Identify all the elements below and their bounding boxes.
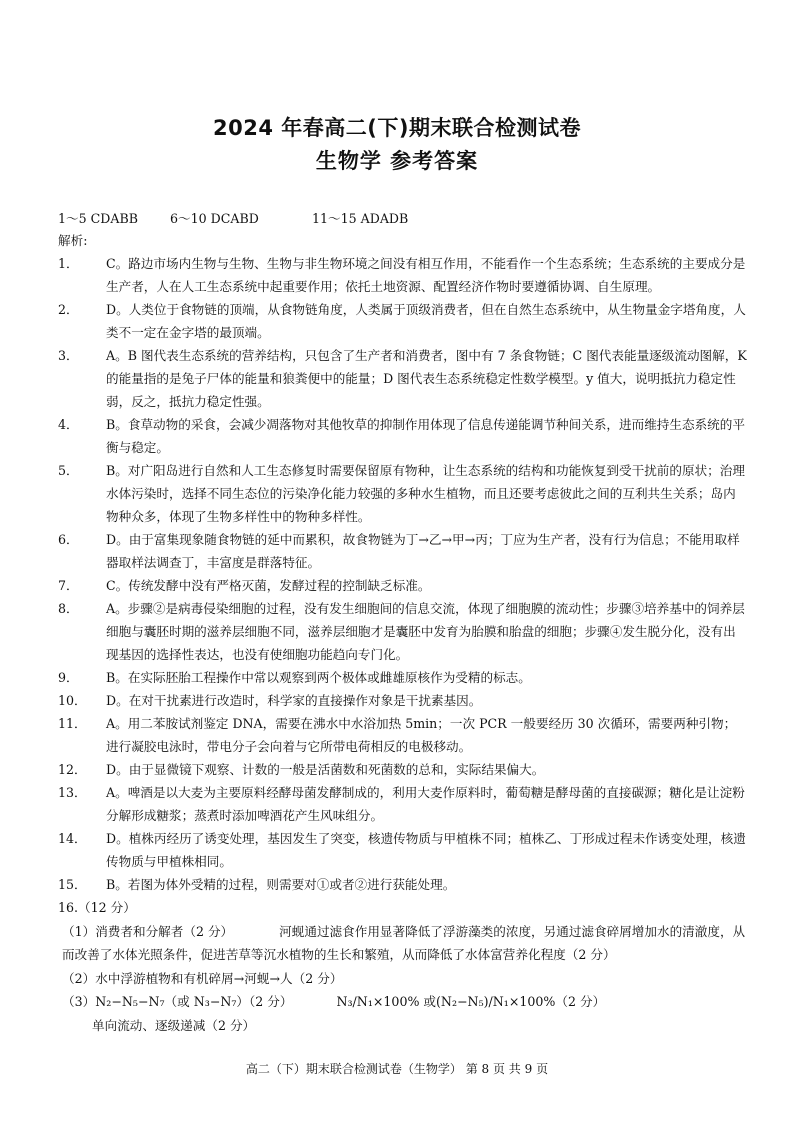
question-number: 1．: [58, 256, 79, 271]
q16-part3-c: 单向流动、逐级递减（2 分）: [92, 1017, 256, 1033]
question-explanation: B。若图为体外受精的过程，则需要对①或者②进行获能处理。: [106, 877, 456, 892]
question-item: [58, 298, 748, 344]
q16-part3: [58, 990, 748, 1014]
question-explanation: B。对广阳岛进行自然和人工生态修复时需要保留原有物种，让生态系统的结构和功能恢复到受干扰前的原状；治理水体污染时，选择不同生态位的污染净化能力较强的多种水生植物，而且还要考虑彼此之间的互利共生关系；岛内物种众多，体现了生物多样性中的物种多样性。: [106, 463, 745, 524]
analysis-label: 解析:: [58, 233, 88, 248]
question-number: 8．: [58, 601, 79, 616]
question-explanation: B。在实际胚胎工程操作中常以观察到两个极体或雌雄原核作为受精的标志。: [106, 670, 531, 685]
question-explanation: A。B 图代表生态系统的营养结构，只包含了生产者和消费者，图中有 7 条食物链；C 图代表能量逐级流动图解，K 的能量指的是兔子尸体的能量和狼粪便中的能量；D 图代表生态系统稳定性数学模型。y 值大，说明抵抗力稳定性弱，反之，抵抗力稳定性强。: [106, 348, 747, 409]
q16-part1: [58, 920, 748, 967]
question-explanation: C。路边市场内生物与生物、生物与非生物环境之间没有相互作用，不能看作一个生态系统；生态系统的主要成分是生产者，人在人工生态系统中起重要作用；依托土地资源、配置经济作物时要遵循协调、自生原理。: [106, 256, 746, 294]
question-number: 5．: [58, 463, 79, 478]
question-explanation: D。由于富集现象随食物链的延中而累积，故食物链为丁→乙→甲→丙；丁应为生产者，没有行为信息；不能用取样器取样法调查丁，丰富度是群落特征。: [106, 532, 740, 570]
question-number: 7．: [58, 578, 79, 593]
question-explanation: D。植株丙经历了诱变处理，基因发生了突变，核遗传物质与甲植株不同；植株乙、丁形成过程未作诱变处理，核遗传物质与甲植株相同。: [106, 831, 746, 869]
exam-subtitle: 生物学 参考答案: [315, 149, 479, 173]
question-item: [58, 252, 748, 298]
question-explanation: D。人类位于食物链的顶端，从食物链角度，人类属于顶级消费者，但在自然生态系统中，从生物量金字塔角度，人类不一定在金字塔的最顶端。: [106, 302, 746, 340]
answer-content: [58, 208, 748, 1037]
question-number: 3．: [58, 348, 79, 363]
question-item: [58, 597, 748, 666]
question-list: [58, 252, 748, 896]
question-16: [58, 896, 748, 1037]
question-number: 6．: [58, 532, 79, 547]
question-item: [58, 873, 748, 896]
question-number: 10．: [58, 693, 87, 708]
question-number: 4．: [58, 417, 79, 432]
q16-part3-a: N₂−N₅−N₇（或 N₃−N₇）（2 分）: [95, 994, 293, 1009]
answer-key-6-10: 6～10 DCABD: [170, 211, 259, 226]
question-number: 9．: [58, 670, 79, 685]
question-number: 14．: [58, 831, 87, 846]
q16-header: 16.（12 分）: [58, 900, 136, 915]
question-item: [58, 574, 748, 597]
question-explanation: D。在对干扰素进行改造时，科学家的直接操作对象是干扰素基因。: [106, 693, 482, 708]
question-explanation: C。传统发酵中没有严格灭菌，发酵过程的控制缺乏标准。: [106, 578, 431, 593]
question-explanation: A。啤酒是以大麦为主要原料经酵母菌发酵制成的，利用大麦作原料时，葡萄糖是酵母菌的直接碳源；糖化是让淀粉分解形成糖浆；蒸煮时添加啤酒花产生风味组分。: [106, 785, 745, 823]
answer-key-11-15: 11～15 ADADB: [312, 211, 409, 226]
q16-part3-b: N₃/N₁×100% 或(N₂−N₅)/N₁×100%（2 分）: [336, 994, 606, 1009]
question-item: [58, 528, 748, 574]
question-number: 12．: [58, 762, 87, 777]
exam-title: 2024 年春高二(下)期末联合检测试卷: [213, 116, 581, 140]
question-number: 15．: [58, 877, 87, 892]
question-explanation: D。由于显微镜下观察、计数的一般是活菌数和死菌数的总和，实际结果偏大。: [106, 762, 545, 777]
question-explanation: B。食草动物的采食，会减少凋落物对其他牧草的抑制作用体现了信息传递能调节种间关系，进而维持生态系统的平衡与稳定。: [106, 417, 745, 455]
question-item: [58, 758, 748, 781]
answer-key-1-5: 1～5 CDABB: [58, 211, 138, 226]
question-number: 13．: [58, 785, 87, 800]
page-footer: 高二（下）期末联合检测试卷（生物学） 第 8 页 共 9 页: [245, 1062, 549, 1076]
question-item: [58, 459, 748, 528]
question-item: [58, 666, 748, 689]
q16-part1-label: （1）消费者和分解者（2 分）: [62, 923, 234, 939]
question-item: [58, 344, 748, 413]
question-item: [58, 712, 748, 758]
q16-part2: （2）水中浮游植物和有机碎屑→河蚬→人（2 分）: [62, 970, 343, 986]
question-item: [58, 781, 748, 827]
q16-part1-text: 河蚬通过滤食作用显著降低了浮游藻类的浓度，另通过滤食碎屑增加水的清澈度，从而改善了水体光照条件，促进苦草等沉水植物的生长和繁殖，从而降低了水体富营养化程度（2 分）: [62, 923, 746, 962]
question-number: 11．: [58, 716, 87, 731]
question-item: [58, 413, 748, 459]
question-explanation: A。用二苯胺试剂鉴定 DNA，需要在沸水中水浴加热 5min；一次 PCR 一般要经历 30 次循环，需要两种引物；进行凝胶电泳时，带电分子会向着与它所带电荷相反的电极移动。: [106, 716, 737, 754]
question-number: 2．: [58, 302, 79, 317]
question-item: [58, 689, 748, 712]
answer-key-line: [58, 208, 748, 230]
q16-part3-label: （3）: [62, 994, 96, 1009]
question-item: [58, 827, 748, 873]
question-explanation: A。步骤②是病毒侵染细胞的过程，没有发生细胞间的信息交流，体现了细胞膜的流动性；步骤③培养基中的饲养层细胞与囊胚时期的滋养层细胞不同，滋养层细胞才是囊胚中发育为胎膜和胎盘的细胞；步骤④发生脱分化，没有出现基因的选择性表达，也没有使细胞功能趋向专门化。: [106, 601, 745, 662]
